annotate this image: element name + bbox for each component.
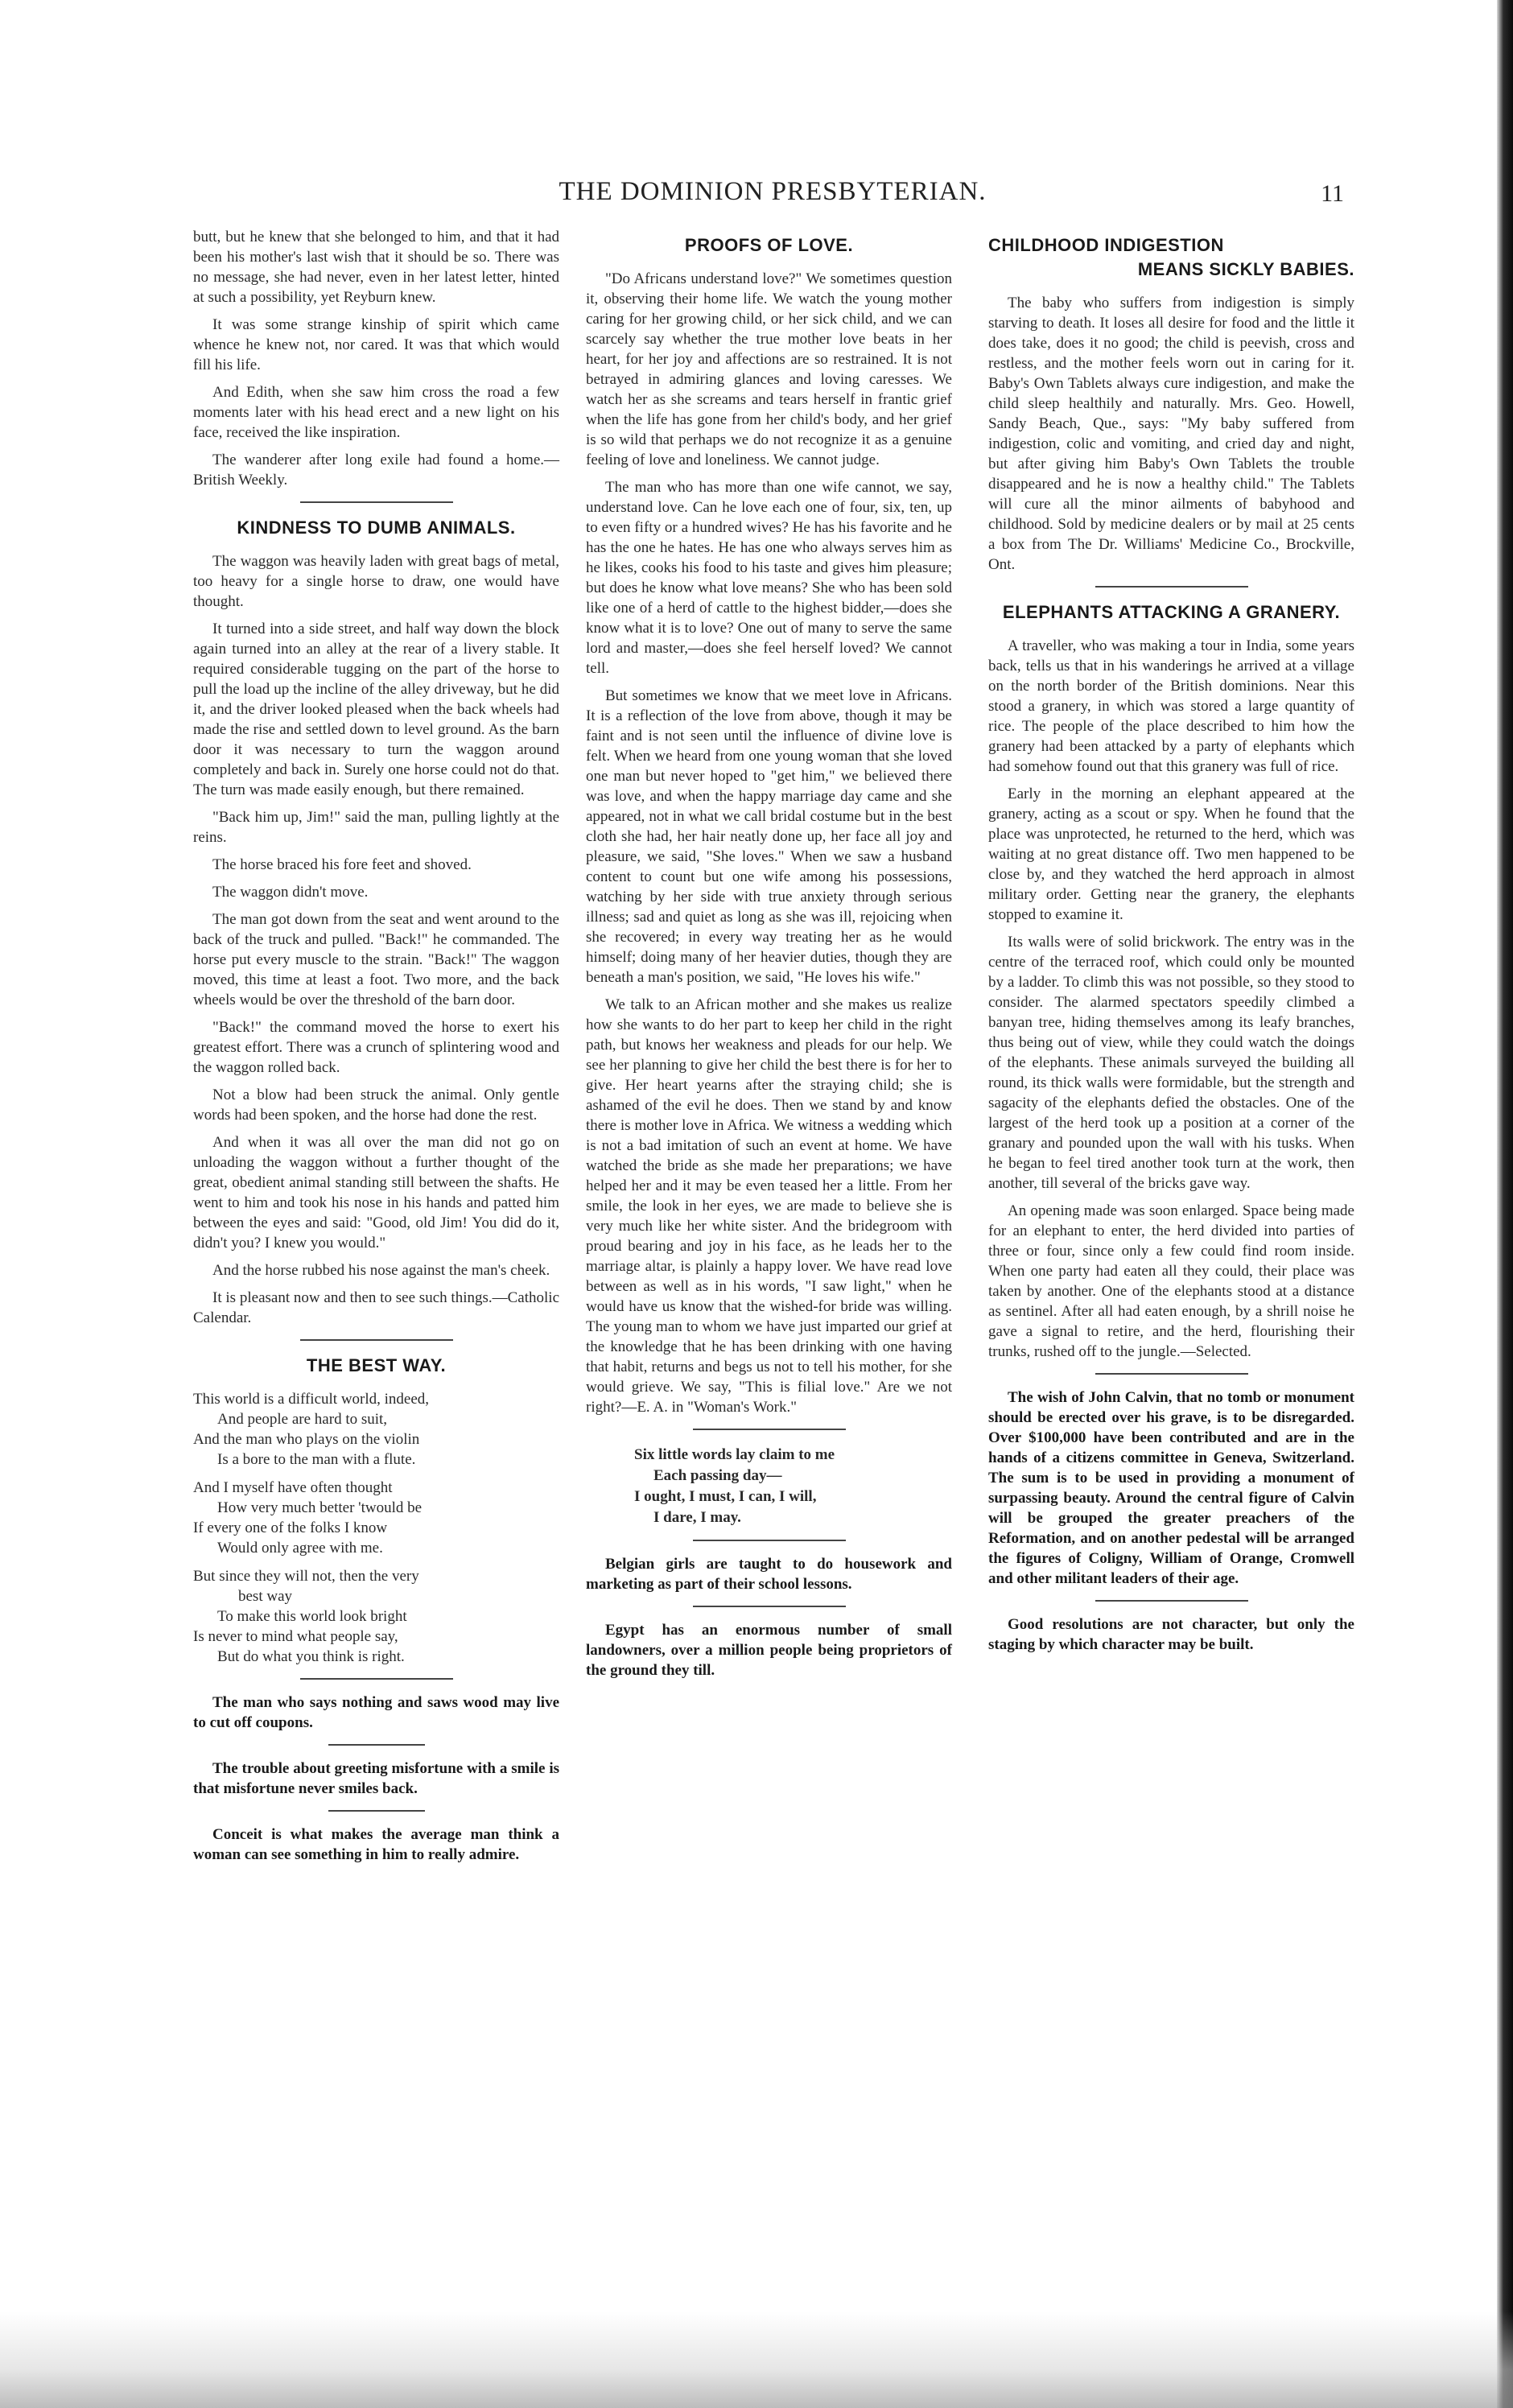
newspaper-page [193, 177, 1352, 2302]
column-1 [193, 227, 559, 1872]
poem-line: But since they will not, then the very [193, 1568, 419, 1585]
elephants-paragraph: A traveller, who was making a tour in India, some years back, tells us that in his wanderings he arrived at a village on the north border of the British dominions. Near this stood a granery, in which was stored a large quantity of rice. The people of the place described to him how the granery had been attacked by a party of elephants which had somehow found out that this granery was full of rice. [988, 637, 1354, 775]
section-divider [328, 1744, 425, 1746]
kindness-paragraph: The waggon didn't move. [212, 884, 369, 901]
elephants-paragraph: Early in the morning an elephant appeared at the granery, acting as a scout or spy. When he found that the place was unprotected, he returned to the herd, which was waiting at no great distance off. Two men happened to be close by, and they watched the herd approach in almost military order. Getting near the granery, the elephants stopped to examine it. [988, 785, 1354, 923]
kindness-paragraph: It turned into a side street, and half way down the block again turned into an alley at the rear of a livery stable. It required considerable tugging on the part of the horse to pull the load up the incline of the alley driveway, but he did it, and the driver looked pleased when the back wheels had made the rise and settled down to level ground. As the barn door it was necessary to turn the waggon around completely and back in. Surely one horse could not do that. The turn was made easily enough, but there remained. [193, 621, 559, 798]
elephants-paragraph: An opening made was soon enlarged. Space being made for an elephant to enter, the herd divided into parties of three or four, since only a few could find room inside. When one party had eaten all they could, their place was taken by another. One of the elephants stood at a distance as sentinel. After all had eaten enough, by a shrill noise he gave a signal to retire, and the herd, flourishing their trunks, rushed off to the jungle.—Selected. [988, 1202, 1354, 1360]
proofs-of-love-heading: PROOFS OF LOVE. [684, 235, 854, 255]
verse-line: Six little words lay claim to me [634, 1446, 835, 1463]
kindness-heading: KINDNESS TO DUMB ANIMALS. [237, 517, 516, 538]
masthead [193, 177, 1352, 214]
poem-line: Would only agree with me. [217, 1540, 383, 1557]
column-2 [586, 227, 952, 1688]
section-divider [300, 1678, 453, 1680]
poem-line: If every one of the folks I know [193, 1519, 388, 1536]
proofs-paragraph: We talk to an African mother and she makes us realize how she wants to do her part to keep her child in the right path, but knows her weakness and pleads for our help. We see her planning to give her child the best there is for her to give. Her heart yearns after the straying child; she is ashamed of the evil he does. Then we stand by and know there is mother love in Africa. We witness a wedding which is not a bad imitation of such an event at home. We have watched the bride as she made her preparations; we have helped her and it may be even teased her a little. From her smile, the look in her eyes, we are made to believe she is very much like her white sister. And the bridegroom with proud bearing and joy in his face, as he leads her to the marriage altar, is plainly a happy lover. We have read love between as well as in his words, "I saw light," when he would have us know that the wished-for bride was willing. The young man to whom we have just imparted our grief at the knowledge that he has been drinking with one having that habit, returns and begs us not to tell his mother, for she would grieve. We say, "This is filial love." Are we not right?—E. A. in "Woman's Work." [586, 996, 952, 1416]
filler-paragraph: Belgian girls are taught to do housework and marketing as part of their school lessons. [586, 1556, 952, 1593]
indigestion-heading: CHILDHOOD INDIGESTION [988, 235, 1224, 255]
kindness-paragraph: The horse braced his fore feet and shoved. [212, 856, 472, 873]
indigestion-paragraph: The baby who suffers from indigestion is simply starving to death. It loses all desire for food and the little it does take, does it no good; the child is peevish, cross and restless, and the mother feels worn out in caring for it. Baby's Own Tablets always cure indigestion, and make the child sleep healthily and naturally. Mrs. Geo. Howell, Sandy Beach, Que., says: "My baby suffered from indigestion, colic and vomiting, and cried day and night, but after giving him Baby's Own Tablets the trouble disappeared and he is now a healthy child." The Tablets will cure all the minor ailments of babyhood and childhood. Sold by medicine dealers or by mail at 25 cents a box from The Dr. Williams' Medicine Co., Brockville, Ont. [988, 295, 1354, 573]
kindness-paragraph: And when it was all over the man did not go on unloading the waggon without a further thought of the great, obedient animal standing still between the shafts. He went to him and took his nose in his hands and patted him between the eyes and said: "Good, old Jim! You did do it, didn't you? I knew you would." [193, 1134, 559, 1251]
poem-line: To make this world look bright [217, 1608, 407, 1625]
section-divider [693, 1429, 846, 1430]
proofs-paragraph: The man who has more than one wife cannot, we say, understand love. Can he love each one of four, six, ten, up to even fifty or a hundred wives? He has his favorite and he has the one he hates. He has one who always serves him as he likes, cooks his food to his taste and gives him pleasure; but does he know what love means? She who has been sold like one of a herd of cattle to the highest bidder,—does she know what it is to love? One out of many to serve the same lord and master,—does she feel herself loved? We cannot tell. [586, 479, 952, 677]
verse-line: I dare, I may. [653, 1509, 741, 1526]
poem-line: And the man who plays on the violin [193, 1431, 420, 1448]
kindness-paragraph: "Back him up, Jim!" said the man, pulling lightly at the reins. [193, 809, 559, 846]
poem-line: And people are hard to suit, [217, 1411, 388, 1428]
poem-line: This world is a difficult world, indeed, [193, 1391, 430, 1408]
section-divider [693, 1540, 846, 1541]
column-3 [988, 227, 1354, 1662]
poem-line: Is never to mind what people say, [193, 1628, 398, 1645]
poem-line: How very much better 'twould be [217, 1499, 423, 1516]
verse-line: I ought, I must, I can, I will, [634, 1488, 817, 1505]
resolutions-paragraph: Good resolutions are not character, but only the staging by which character may be built. [988, 1616, 1354, 1653]
kindness-paragraph: It is pleasant now and then to see such things.—Catholic Calendar. [193, 1289, 559, 1326]
best-way-poem [193, 1389, 559, 1667]
story-continuation-paragraph: The wanderer after long exile had found a home.—British Weekly. [193, 452, 559, 489]
story-continuation-paragraph: butt, but he knew that she belonged to him, and that it had been his mother's last wish that it should be so. There was no message, she had never, even in her latest letter, hinted at such a possibility, yet Reyburn knew. [193, 229, 559, 306]
best-way-heading: THE BEST WAY. [306, 1355, 447, 1375]
poem-line: Is a bore to the man with a flute. [217, 1451, 416, 1468]
kindness-paragraph: Not a blow had been struck the animal. Only gentle words had been spoken, and the horse had done the rest. [193, 1086, 559, 1124]
poem-line: And I myself have often thought [193, 1479, 393, 1496]
section-divider [328, 1810, 425, 1812]
publication-title: THE DOMINION PRESBYTERIAN. [559, 177, 987, 206]
elephants-heading: ELEPHANTS ATTACKING A GRANERY. [1002, 602, 1341, 622]
poem-line: But do what you think is right. [217, 1648, 405, 1665]
section-divider [693, 1606, 846, 1607]
section-divider [1095, 1600, 1248, 1602]
section-divider [1095, 1373, 1248, 1375]
proofs-paragraph: But sometimes we know that we meet love in Africans. It is a reflection of the love from above, though it may be faint and is not seen until the influence of divine love is felt. When we heard from one young woman that she loved one man but never hoped to "get him," we believed there was love, and when the happy marriage day came and she appeared, not in what we call bridal costume but in the best cloth she had, her hair neatly done up, her face all joy and pleasure, we said, "She loves." When we saw a husband content to count but one wife among his possessions, watching by her side with true anxiety through serious illness; sad and quiet as long as she was ill, rejoicing when she recovered; in every way treating her as he would himself; doing many of her heavier duties, though they are beneath a man's position, we said, "He loves his wife." [586, 687, 952, 986]
poem-line: best way [238, 1588, 293, 1605]
section-divider [1095, 586, 1248, 588]
verse-line: Each passing day— [653, 1467, 782, 1484]
filler-paragraph: The man who says nothing and saws wood may live to cut off coupons. [193, 1694, 559, 1731]
section-divider [300, 1339, 453, 1341]
kindness-paragraph: And the horse rubbed his nose against the man's cheek. [212, 1262, 550, 1279]
filler-paragraph: The trouble about greeting misfortune with a smile is that misfortune never smiles back. [193, 1760, 559, 1797]
elephants-paragraph: Its walls were of solid brickwork. The entry was in the centre of the terraced roof, which could only be mounted by a ladder. To climb this was not possible, so they stood to consider. The alarmed spectators speedily climbed a banyan tree, hiding themselves among its leafy branches, thus being out of view, while they could watch the doings of the elephants. These animals surveyed the building all round, its thick walls were formidable, but the strength and sagacity of the elephants defied the obstacles. One of the largest of the herd took up a position at a corner of the granary and pounded upon the wall with his tusks. When he began to feel tired another took turn at the work, then another, till several of the bricks gave way. [988, 934, 1354, 1192]
kindness-paragraph: The waggon was heavily laden with great bags of metal, too heavy for a single horse to draw, one would have thought. [193, 553, 559, 610]
proofs-paragraph: "Do Africans understand love?" We sometimes question it, observing their home life. We watch the young mother caring for her growing child, or her sick child, and we can scarcely say whether the true mother love beats in her heart, for her joy and affections are so restrained. It is not betrayed in admiring glances and loving caresses. We watch her as she screams and tears herself in frantic grief when the life has gone from her child's body, and her grief is so wild that perhaps we do not recognize it as a genuine feeling of love and loneliness. We cannot judge. [586, 270, 952, 468]
section-divider [300, 501, 453, 503]
filler-paragraph: Egypt has an enormous number of small landowners, over a million people being proprietors of the ground they till. [586, 1622, 952, 1679]
indigestion-subheading: MEANS SICKLY BABIES. [1137, 259, 1354, 279]
six-words-verse [634, 1445, 952, 1528]
story-continuation-paragraph: And Edith, when she saw him cross the road a few moments later with his head erect and a new light on his face, received the like inspiration. [193, 384, 559, 441]
scan-shadow [0, 2311, 1513, 2408]
filler-paragraph: Conceit is what makes the average man think a woman can see something in him to really admire. [193, 1826, 559, 1863]
calvin-paragraph: The wish of John Calvin, that no tomb or monument should be erected over his grave, is to be disregarded. Over $100,000 have been contributed and are in the hands of a citizens committee in Geneva, Switzerland. The sum is to be used in providing a monument of surpassing beauty. Around the central figure of Calvin will be grouped the greater preachers of the Reformation, and on another pedestal will be arranged the figures of Coligny, William of Orange, Cromwell and other militant leaders of their age. [988, 1389, 1354, 1587]
scan-dark-edge [1497, 0, 1513, 2408]
page-number: 11 [1321, 180, 1344, 207]
kindness-paragraph: The man got down from the seat and went around to the back of the truck and pulled. "Back!" he commanded. The horse put every muscle to the strain. "Back!" The waggon moved, this time at least a foot. Two more, and the back wheels would be over the threshold of the barn door. [193, 911, 559, 1008]
story-continuation-paragraph: It was some strange kinship of spirit which came whence he knew not, nor cared. It was that which would fill his life. [193, 316, 559, 373]
kindness-paragraph: "Back!" the command moved the horse to exert his greatest effort. There was a crunch of splintering wood and the waggon rolled back. [193, 1019, 559, 1076]
